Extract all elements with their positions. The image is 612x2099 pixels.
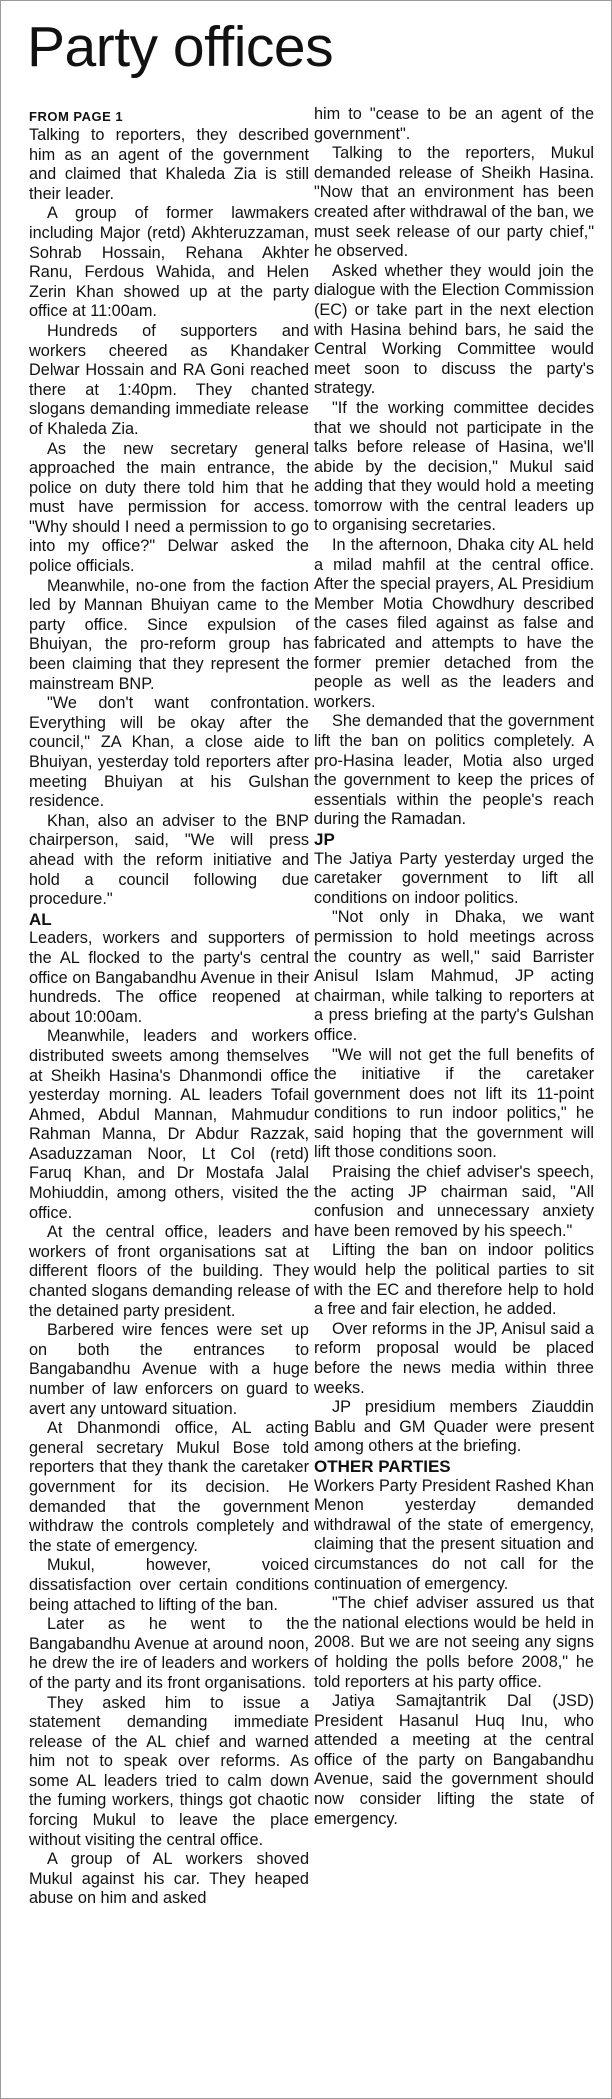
paragraph: Talking to the reporters, Mukul demanded release of Sheikh Hasina. "Now that an environment has been created after withdrawal of the ban, we must seek release of our party chief," he observed. [314,144,594,261]
paragraph: At the central office, leaders and workers of front organisations sat at different floors of the building. They chanted slogans demanding release of the detained party president. [29,1223,309,1320]
paragraph: The Jatiya Party yesterday urged the caretaker government to lift all conditions on indoor politics. [314,849,594,907]
paragraph: Leaders, workers and supporters of the AL flocked to the party's central office on Bangabandhu Avenue in their hundreds. The office reopened at about 10:00am. [29,929,309,1026]
paragraph: Praising the chief adviser's speech, the acting JP chairman said, "All confusion and unnecessary anxiety have been removed by his speech." [314,1163,594,1240]
dateline: FROM PAGE 1 [29,109,124,124]
paragraph: Barbered wire fences were set up on both the entrances to Bangabandhu Avenue with a huge number of law enforcers on guard to avert any untoward situation. [29,1321,309,1418]
paragraph: Workers Party President Rashed Khan Menon yesterday demanded withdrawal of the state of emergency, claiming that the present situation and circumstances do not call for the continuation of emergency. [314,1476,594,1593]
paragraph: Over reforms in the JP, Anisul said a reform proposal would be placed before the news media within three weeks. [314,1319,594,1397]
paragraph: Meanwhile, no-one from the faction led by Mannan Bhuiyan came to the party office. Since expulsion of Bhuiyan, the pro-reform group has been claiming that they represent the mainstream BNP. [29,576,309,693]
paragraph: Lifting the ban on indoor politics would help the political parties to sit with the EC and therefore help to hold a free and fair election, he added. [314,1241,594,1319]
paragraph: A group of AL workers shoved Mukul against his car. They heaped abuse on him and asked [29,1850,309,1908]
paragraph: Mukul, however, voiced dissatisfaction over certain conditions being attached to lifting of the ban. [29,1556,309,1614]
paragraph: "Not only in Dhaka, we want permission to hold meetings across the country as well," said Barrister Anisul Islam Mahmud, JP acting chairman, while talking to reporters at a press briefing at the party's Gulshan office. [314,908,594,1044]
paragraph: "We will not get the full benefits of the initiative if the caretaker government does not lift its 11-point conditions to run indoor politics," he said hoping that the government will lift those conditions soon. [314,1045,594,1162]
section-heading-al: AL [29,909,52,929]
paragraph: him to "cease to be an agent of the government". [314,105,594,143]
paragraph: JP presidium members Ziauddin Bablu and GM Quader were present among others at the briefing. [314,1398,594,1456]
paragraph: Talking to reporters, they described him as an agent of the government and claimed that Khaleda Zia is still their leader. [29,126,309,203]
headline: Party offices [27,15,334,79]
paragraph: In the afternoon, Dhaka city AL held a milad mahfil at the central office. After the special prayers, AL Presidium Member Motia Chowdhury described the cases filed against as false and fabricated and attempts to have the former premier detached from the people as well as the leaders and workers. [314,536,594,711]
paragraph: Khan, also an adviser to the BNP chairperson, said, "We will press ahead with the reform initiative and hold a council following due procedure." [29,811,309,909]
paragraph: Hundreds of supporters and workers cheered as Khandaker Delwar Hossain and RA Goni reached there at 1:40pm. They chanted slogans demanding immediate release of Khaleda Zia. [29,321,309,438]
section-heading-other-parties: OTHER PARTIES [314,1456,451,1476]
section-heading-jp: JP [314,829,335,849]
paragraph: A group of former lawmakers including Major (retd) Akhteruzzaman, Sohrab Hossain, Rehana Akhter Ranu, Ferdous Wahida, and Helen Zerin Khan showed up at the party office at 11:00am. [29,204,309,321]
paragraph: At Dhanmondi office, AL acting general secretary Mukul Bose told reporters that they thank the caretaker government for its decision. He demanded that the government withdraw the controls completely and the state of emergency. [29,1419,309,1555]
paragraph: As the new secretary general approached the main entrance, the police on duty there told him that he must have permission for access. "Why should I need a permission to go into my office?" Delwar asked the police officials. [29,439,309,576]
paragraph: They asked him to issue a statement demanding immediate release of the AL chief and warned him not to speak over reforms. As some AL leaders tried to calm down the fuming workers, things got chaotic forcing Mukul to leave the place without visiting the central office. [29,1693,309,1849]
paragraph: Asked whether they would join the dialogue with the Election Commission (EC) or take part in the next election with Hasina behind bars, he said the Central Working Committee would meet soon to discuss the party's strategy. [314,261,594,398]
paragraph: "We don't want confrontation. Everything will be okay after the council," ZA Khan, a close aide to Bhuiyan, yesterday told reporters after meeting Bhuiyan at his Gulshan residence. [29,694,309,811]
paragraph: She demanded that the government lift the ban on politics completely. A pro-Hasina leader, Motia also urged the government to keep the prices of essentials within the people's reach during the Ramadan. [314,712,594,829]
paragraph: Meanwhile, leaders and workers distributed sweets among themselves at Sheikh Hasina's Dhanmondi office yesterday morning. AL leaders Tofail Ahmed, Abdul Mannan, Mahmudur Rahman Manna, Dr Abdur Razzak, Asaduzzaman Noor, Lt Col (retd) Faruq Khan, and Dr Mostafa Jalal Mohiuddin, among others, visited the office. [29,1027,309,1222]
paragraph: "The chief adviser assured us that the national elections would be held in 2008. But we are not seeing any signs of holding the polls before 2008," he told reporters at his party office. [314,1594,594,1691]
paragraph: "If the working committee decides that we should not participate in the talks before release of Hasina, we'll abide by the decision," Mukul said adding that they would hold a meeting tomorrow with the central leaders up to organising secretaries. [314,398,594,535]
left-column [29,107,309,1909]
right-column [314,105,594,1829]
paragraph: Later as he went to the Bangabandhu Avenue at around noon, he drew the ire of leaders and workers of the party and its front organisations. [29,1615,309,1692]
paragraph: Jatiya Samajtantrik Dal (JSD) President Hasanul Huq Inu, who attended a meeting at the central office of the party on Bangabandhu Avenue, said the government should now consider lifting the state of emergency. [314,1692,594,1828]
